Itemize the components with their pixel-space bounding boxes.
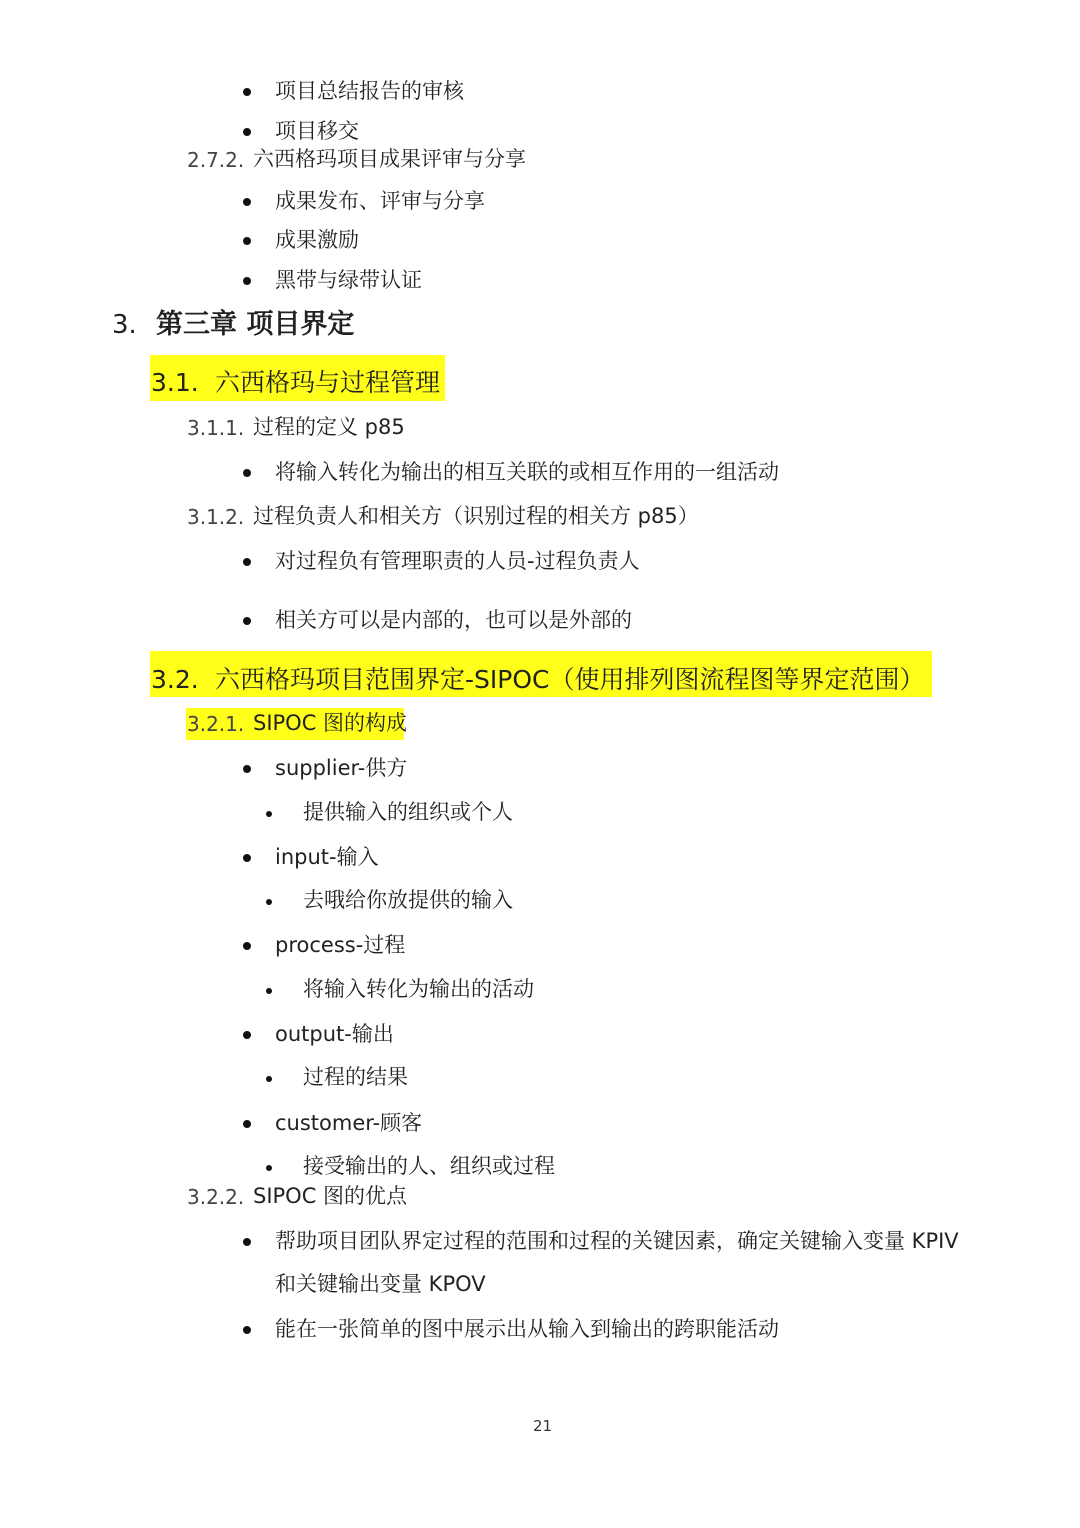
section-title: 六西格玛项目成果评审与分享 <box>253 147 526 171</box>
list-item-text: output-输出 <box>275 1022 394 1046</box>
sub-list-item-text: 将输入转化为输出的活动 <box>303 977 534 1001</box>
section-number: 3.1. <box>151 368 199 397</box>
section-title: 过程的定义 p85 <box>253 415 405 439</box>
bullet-icon <box>266 1076 272 1082</box>
list-item-text-continued: 和关键输出变量 KPOV <box>275 1272 486 1296</box>
list-item-text: 项目移交 <box>275 119 359 143</box>
bullet-icon <box>243 558 251 566</box>
bullet-icon <box>266 811 272 817</box>
list-item-text: 能在一张简单的图中展示出从输入到输出的跨职能活动 <box>275 1317 779 1341</box>
sub-list-item-text: 去哦给你放提供的输入 <box>303 888 513 912</box>
bullet-icon <box>243 1031 251 1039</box>
list-item-text: 成果激励 <box>275 228 359 252</box>
bullet-icon <box>266 1165 272 1171</box>
section-title: SIPOC 图的构成 <box>253 711 408 735</box>
chapter-title: 第三章 项目界定 <box>156 309 355 340</box>
list-item-text: supplier-供方 <box>275 756 408 780</box>
sub-list-item-text: 过程的结果 <box>303 1065 408 1089</box>
bullet-icon <box>243 128 251 136</box>
list-item-text: 帮助项目团队界定过程的范围和过程的关键因素，确定关键输入变量 KPIV <box>275 1229 959 1253</box>
section-title: 过程负责人和相关方（识别过程的相关方 p85） <box>253 504 699 528</box>
bullet-icon <box>243 198 251 206</box>
list-item-text: 项目总结报告的审核 <box>275 79 464 103</box>
bullet-icon <box>266 899 272 905</box>
list-item-text: 成果发布、评审与分享 <box>275 189 485 213</box>
bullet-icon <box>243 237 251 245</box>
section-number: 3.2.1. <box>187 712 245 736</box>
bullet-icon <box>243 1120 251 1128</box>
bullet-icon <box>243 1326 251 1334</box>
bullet-icon <box>243 617 251 625</box>
bullet-icon <box>243 942 251 950</box>
list-item-text: 相关方可以是内部的，也可以是外部的 <box>275 608 632 632</box>
chapter-number: 3. <box>112 310 137 340</box>
bullet-icon <box>243 1238 251 1246</box>
bullet-icon <box>243 277 251 285</box>
bullet-icon <box>243 469 251 477</box>
section-title: 六西格玛项目范围界定-SIPOC（使用排列图流程图等界定范围） <box>215 665 925 694</box>
list-item-text: input-输入 <box>275 845 379 869</box>
section-number: 3.1.1. <box>187 416 245 440</box>
sub-list-item-text: 提供输入的组织或个人 <box>303 800 513 824</box>
list-item-text: process-过程 <box>275 933 406 957</box>
list-item-text: 将输入转化为输出的相互关联的或相互作用的一组活动 <box>275 460 779 484</box>
sub-list-item-text: 接受输出的人、组织或过程 <box>303 1154 555 1178</box>
section-title: 六西格玛与过程管理 <box>215 368 441 397</box>
bullet-icon <box>243 765 251 773</box>
bullet-icon <box>266 988 272 994</box>
bullet-icon <box>243 854 251 862</box>
section-number: 3.2. <box>151 665 199 694</box>
section-number: 3.1.2. <box>187 505 245 529</box>
page-number: 21 <box>533 1417 553 1435</box>
section-number: 3.2.2. <box>187 1185 245 1209</box>
section-number: 2.7.2. <box>187 148 245 172</box>
list-item-text: 对过程负有管理职责的人员-过程负责人 <box>275 549 640 573</box>
list-item-text: 黑带与绿带认证 <box>275 268 422 292</box>
section-title: SIPOC 图的优点 <box>253 1184 408 1208</box>
bullet-icon <box>243 88 251 96</box>
list-item-text: customer-顾客 <box>275 1111 423 1135</box>
